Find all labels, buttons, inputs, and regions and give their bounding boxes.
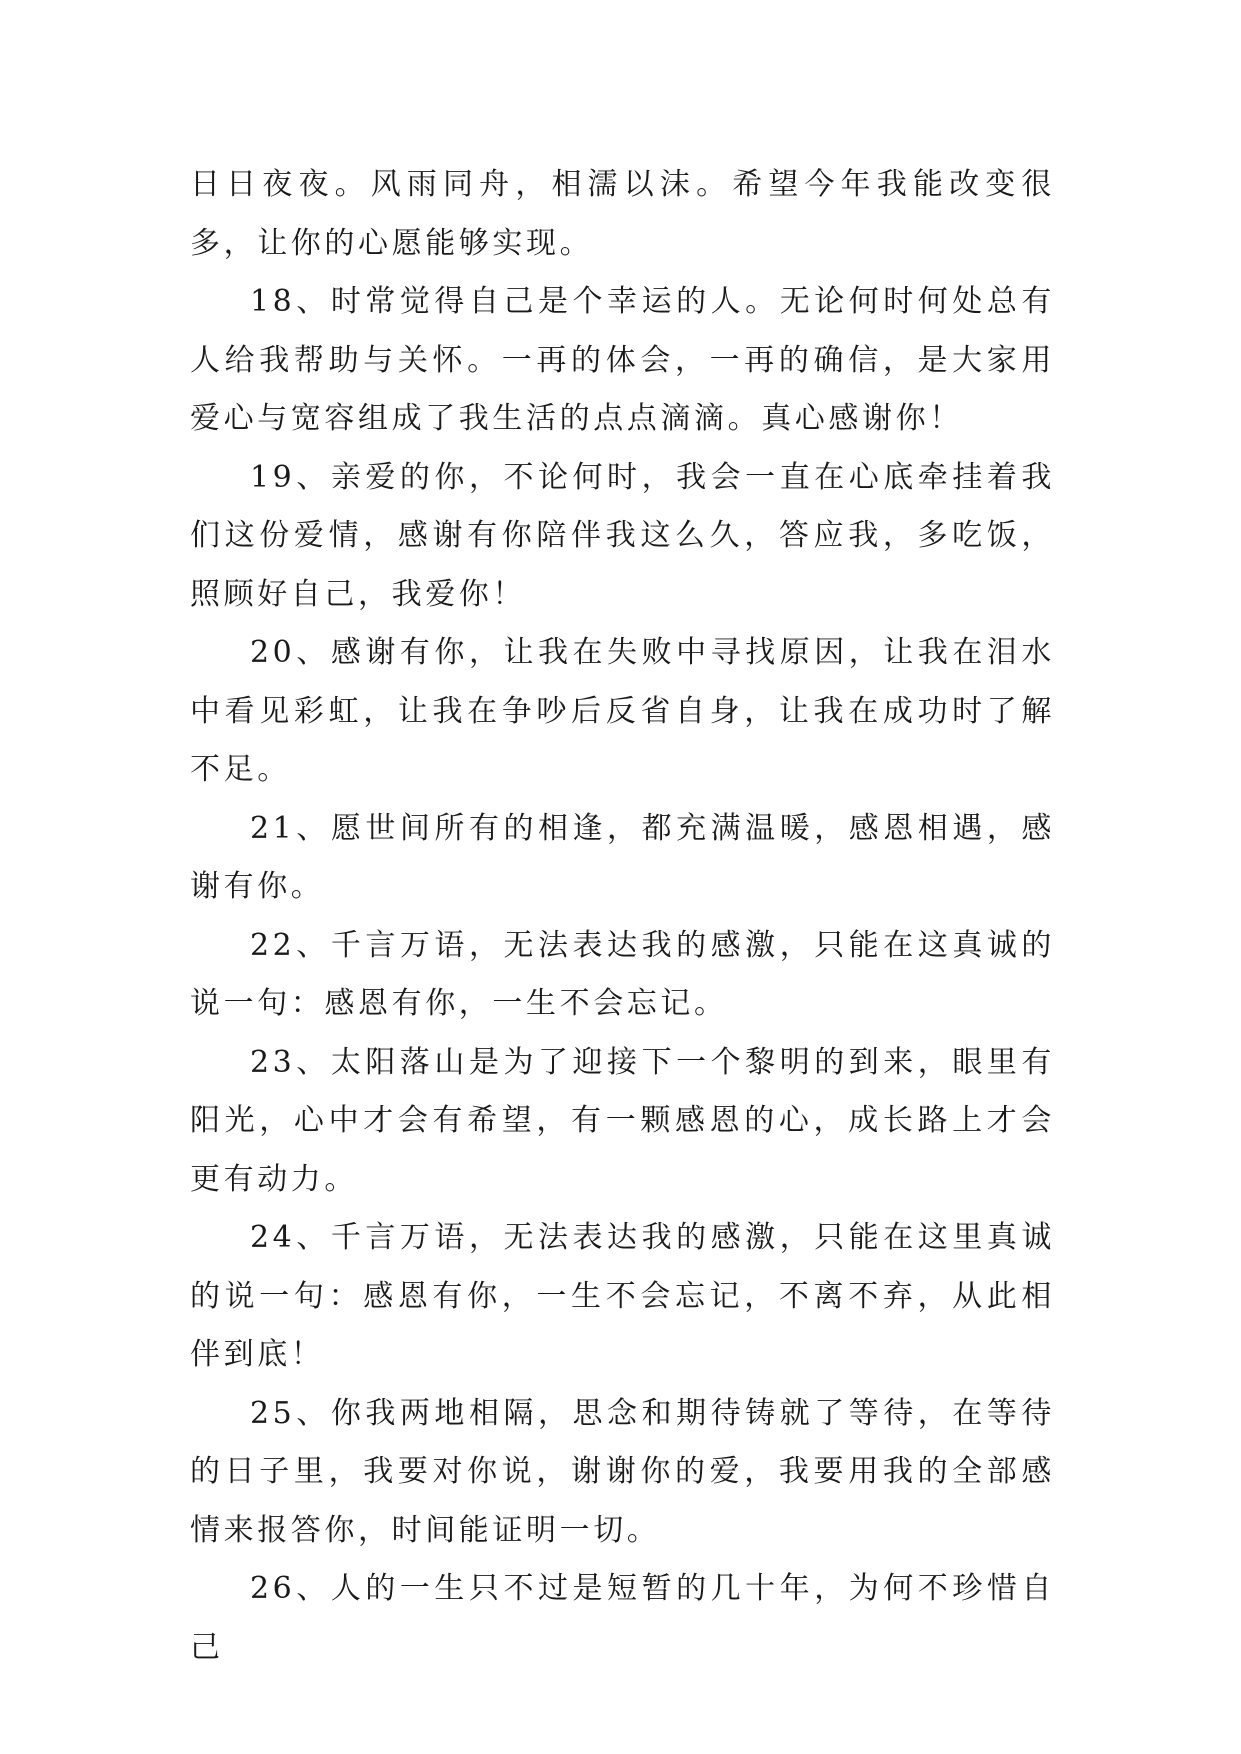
paragraph-26: 26、人的一生只不过是短暂的几十年，为何不珍惜自己	[190, 1571, 1055, 1665]
paragraph-25: 25、你我两地相隔，思念和期待铸就了等待，在等待的日子里，我要对你说，谢谢你的爱，我要用我的全部感情来报答你，时间能证明一切。	[190, 1395, 1055, 1548]
paragraph-23: 23、太阳落山是为了迎接下一个黎明的到来，眼里有阳光，心中才会有希望，有一颗感恩的心，成长路上才会更有动力。	[190, 1044, 1055, 1197]
document-body	[190, 156, 1055, 1677]
paragraph-19: 19、亲爱的你，不论何时，我会一直在心底牵挂着我们这份爱情，感谢有你陪伴我这么久，答应我，多吃饭，照顾好自己，我爱你！	[190, 459, 1055, 612]
paragraph-20: 20、感谢有你，让我在失败中寻找原因，让我在泪水中看见彩虹，让我在争吵后反省自身，让我在成功时了解不足。	[190, 635, 1055, 787]
paragraph-24: 24、千言万语，无法表达我的感激，只能在这里真诚的说一句：感恩有你，一生不会忘记，不离不弃，从此相伴到底！	[190, 1220, 1055, 1372]
paragraph-continuation: 日日夜夜。风雨同舟，相濡以沫。希望今年我能改变很多，让你的心愿能够实现。	[190, 167, 1055, 261]
paragraph-22: 22、千言万语，无法表达我的感激，只能在这真诚的说一句：感恩有你，一生不会忘记。	[190, 927, 1055, 1021]
paragraph-18: 18、时常觉得自己是个幸运的人。无论何时何处总有人给我帮助与关怀。一再的体会，一再的确信，是大家用爱心与宽容组成了我生活的点点滴滴。真心感谢你！	[190, 284, 1055, 436]
paragraph-21: 21、愿世间所有的相逢，都充满温暖，感恩相遇，感谢有你。	[190, 810, 1055, 904]
